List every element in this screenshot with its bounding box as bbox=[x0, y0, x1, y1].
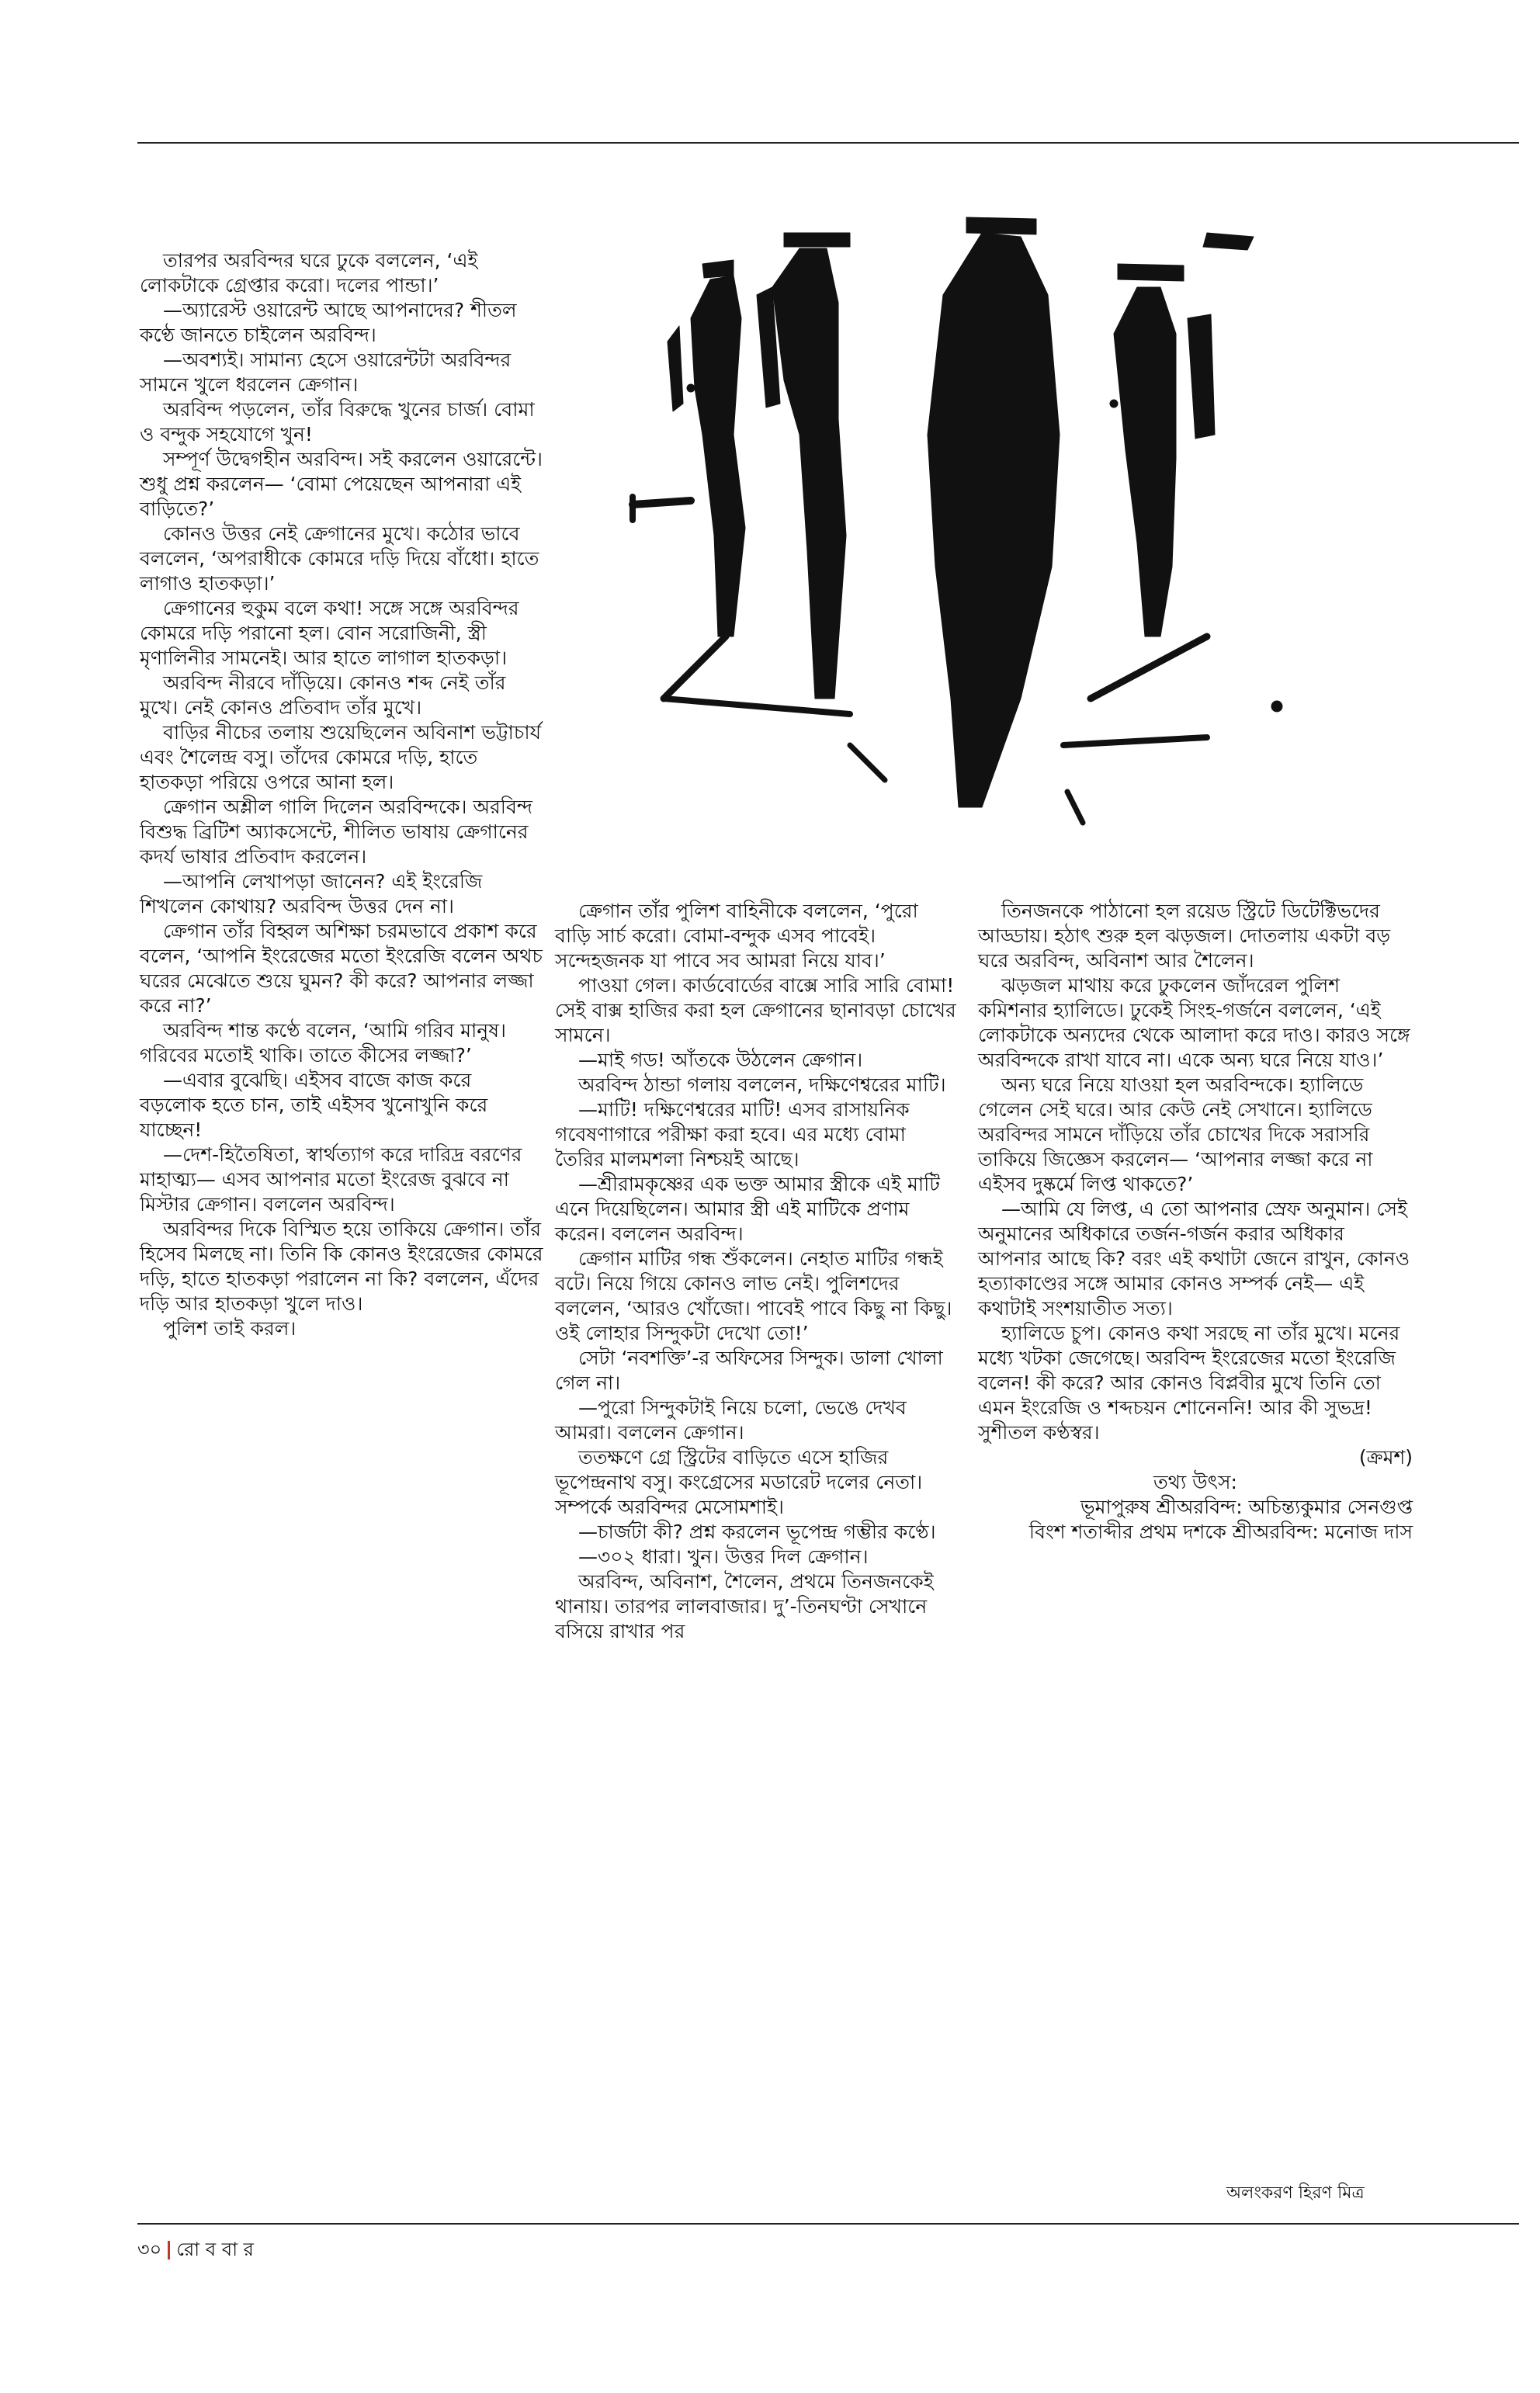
paragraph: ততক্ষণে গ্রে স্ট্রিটের বাড়িতে এসে হাজির ভূপেন্দ্রনাথ বসু। কংগ্রেসের মডারেট দলের নেতা। সম্পর্কে অরবিন্দর মেসোমশাই। bbox=[555, 1446, 923, 1518]
paragraph: অরবিন্দর দিকে বিস্মিত হয়ে তাকিয়ে ক্রেগান। তাঁর হিসেব মিলছে না। তিনি কি কোনও ইংরেজের কোমরে দড়ি, হাতে হাতকড়া পরালেন না কি? বললেন, এঁদের দড়ি আর হাতকড়া খুলে দাও। bbox=[140, 1218, 543, 1315]
paragraph: কোনও উত্তর নেই ক্রেগানের মুখে। কঠোর ভাবে বললেন, ‘অপরাধীকে কোমরে দড়ি দিয়ে বাঁধো। হাতে লাগাও হাতকড়া।’ bbox=[140, 522, 539, 595]
paragraph: —৩০২ ধারা। খুন। উত্তর দিল ক্রেগান। bbox=[578, 1545, 869, 1568]
paragraph: অরবিন্দ ঠান্ডা গলায় বললেন, দক্ষিণেশ্বরের মাটি। bbox=[578, 1073, 946, 1096]
paragraph: হ্যালিডে চুপ। কোনও কথা সরছে না তাঁর মুখে। মনের মধ্যে খটকা জেগেছে। অরবিন্দ ইংরেজের মতো ইংরেজি বলেন! কী করে? আর কোনও বিপ্লবীর মুখে তিনি তো এমন ইংরেজি ও শব্দচয়ন শোনেননি! আর কী সুভদ্র! সুশীতল কণ্ঠস্বর। bbox=[978, 1322, 1400, 1444]
article-column-2 bbox=[555, 899, 959, 1644]
paragraph: পুলিশ তাই করল। bbox=[163, 1317, 297, 1340]
magazine-name: রো ব বা র bbox=[176, 2239, 254, 2260]
continued-label: (ক্রমশ) bbox=[1358, 1446, 1413, 1469]
paragraph: অরবিন্দ পড়লেন, তাঁর বিরুদ্ধে খুনের চার্জ। বোমা ও বন্দুক সহযোগে খুন! bbox=[140, 398, 535, 446]
paragraph: —মাই গড! আঁতকে উঠলেন ক্রেগান। bbox=[578, 1049, 863, 1071]
paragraph: ক্রেগানের হুকুম বলে কথা! সঙ্গে সঙ্গে অরবিন্দর কোমরে দড়ি পরানো হল। বোন সরোজিনী, স্ত্রী মৃণালিনীর সামনেই। আর হাতে লাগাল হাতকড়া। bbox=[140, 597, 519, 669]
source-2: বিংশ শতাব্দীর প্রথম দশকে শ্রীঅরবিন্দ: মনোজ দাস bbox=[1028, 1521, 1413, 1543]
paragraph: ক্রেগান অশ্লীল গালি দিলেন অরবিন্দকে। অরবিন্দ বিশুদ্ধ ব্রিটিশ অ্যাকসেন্টে, শীলিত ভাষায় ক্রেগানের কদর্য ভাষার প্রতিবাদ করলেন। bbox=[140, 796, 532, 868]
paragraph: ক্রেগান তাঁর বিহ্বল অশিক্ষা চরমভাবে প্রকাশ করে বলেন, ‘আপনি ইংরেজের মতো ইংরেজি বলেন অথচ ঘরের মেঝেতে শুয়ে ঘুমন? কী করে? আপনার লজ্জা করে না?’ bbox=[140, 920, 543, 1017]
paragraph: —মাটি! দক্ষিণেশ্বরের মাটি! এসব রাসায়নিক গবেষণাগারে পরীক্ষা করা হবে। এর মধ্যে বোমা তৈরির মালমশলা নিশ্চয়ই আছে। bbox=[555, 1098, 910, 1170]
paragraph: অরবিন্দ নীরবে দাঁড়িয়ে। কোনও শব্দ নেই তাঁর মুখে। নেই কোনও প্রতিবাদ তাঁর মুখে। bbox=[140, 671, 506, 719]
paragraph: বাড়ির নীচের তলায় শুয়েছিলেন অবিনাশ ভট্টাচার্য এবং শৈলেন্দ্র বসু। তাঁদের কোমরে দড়ি, হাতে হাতকড়া পরিয়ে ওপরে আনা হল। bbox=[140, 721, 542, 793]
paragraph: —পুরো সিন্দুকটাই নিয়ে চলো, ভেঙে দেখব আমরা। বললেন ক্রেগান। bbox=[555, 1396, 907, 1444]
paragraph: —আপনি লেখাপড়া জানেন? এই ইংরেজি শিখলেন কোথায়? অরবিন্দ উত্তর দেন না। bbox=[140, 870, 483, 917]
paragraph: —চার্জটা কী? প্রশ্ন করলেন ভূপেন্দ্র গম্ভীর কণ্ঠে। bbox=[578, 1521, 936, 1543]
top-rule bbox=[137, 142, 1519, 144]
article-column-1 bbox=[140, 248, 543, 1341]
paragraph: —অবশ্যই। সামান্য হেসে ওয়ারেন্টটা অরবিন্দর সামনে খুলে ধরলেন ক্রেগান। bbox=[140, 349, 512, 396]
paragraph: তারপর অরবিন্দর ঘরে ঢুকে বললেন, ‘এই লোকটাকে গ্রেপ্তার করো। দলের পান্ডা।’ bbox=[140, 249, 478, 297]
paragraph: —অ্যারেস্ট ওয়ারেন্ট আছে আপনাদের? শীতল কণ্ঠে জানতে চাইলেন অরবিন্দ। bbox=[140, 299, 517, 346]
bottom-rule bbox=[137, 2223, 1519, 2225]
paragraph: সম্পূর্ণ উদ্বেগহীন অরবিন্দ। সই করলেন ওয়ারেন্টে। শুধু প্রশ্ন করলেন— ‘বোমা পেয়েছেন আপনারা এই বাড়িতে?’ bbox=[140, 448, 543, 520]
paragraph: —এবার বুঝেছি। এইসব বাজে কাজ করে বড়লোক হতে চান, তাই এইসব খুনোখুনি করে যাচ্ছেন! bbox=[140, 1069, 488, 1141]
paragraph: অরবিন্দ শান্ত কণ্ঠে বলেন, ‘আমি গরিব মানুষ। গরিবের মতোই থাকি। তাতে কীসের লজ্জা?’ bbox=[140, 1019, 506, 1066]
source-1: ভূমাপুরুষ শ্রীঅরবিন্দ: অচিন্ত্যকুমার সেনগুপ্ত bbox=[1080, 1496, 1413, 1518]
paragraph: —আমি যে লিপ্ত, এ তো আপনার স্রেফ অনুমান। সেই অনুমানের অধিকারে তর্জন-গর্জন করার অধিকার আপনার আছে কি? বরং এই কথাটা জেনে রাখুন, কোনও হত্যাকাণ্ডের সঙ্গে আমার কোনও সম্পর্ক নেই— এই কথাটাই সংশয়াতীত সত্য। bbox=[978, 1198, 1410, 1320]
page-footer bbox=[137, 2235, 254, 2266]
article-column-3 bbox=[978, 899, 1413, 1545]
footer-separator bbox=[168, 2241, 170, 2259]
paragraph: ক্রেগান মাটির গন্ধ শুঁকলেন। নেহাত মাটির গন্ধই বটে। নিয়ে গিয়ে কোনও লাভ নেই। পুলিশদের বললেন, ‘আরও খোঁজো। পাবেই পাবে কিছু না কিছু। ওই লোহার সিন্দুকটা দেখো তো!’ bbox=[555, 1247, 952, 1344]
paragraph: পাওয়া গেল। কার্ডবোর্ডের বাক্সে সারি সারি বোমা! সেই বাক্স হাজির করা হল ক্রেগানের ছানাবড়া চোখের সামনে। bbox=[555, 974, 956, 1046]
page-number: ৩০ bbox=[137, 2239, 162, 2260]
paragraph: ক্রেগান তাঁর পুলিশ বাহিনীকে বললেন, ‘পুরো বাড়ি সার্চ করো। বোমা-বন্দুক এসব পাবেই। সন্দেহজনক যা পাবে সব আমরা নিয়ে যাব।’ bbox=[555, 900, 918, 972]
paragraph: অরবিন্দ, অবিনাশ, শৈলেন, প্রথমে তিনজনকেই থানায়। তারপর লালবাজার। দু’-তিনঘণ্টা সেখানে বসিয়ে রাখার পর bbox=[555, 1570, 934, 1642]
paragraph: ঝড়জল মাথায় করে ঢুকলেন জাঁদরেল পুলিশ কমিশনার হ্যালিডে। ঢুকেই সিংহ-গর্জনে বললেন, ‘এই লোকটাকে অন্যদের থেকে আলাদা করে দাও। কারও সঙ্গে অরবিন্দকে রাখা যাবে না। একে অন্য ঘরে নিয়ে যাও।’ bbox=[978, 974, 1410, 1071]
paragraph: —শ্রীরামকৃষ্ণের এক ভক্ত আমার স্ত্রীকে এই মাটি এনে দিয়েছিলেন। আমার স্ত্রী এই মাটিকে প্রণাম করেন। বললেন অরবিন্দ। bbox=[555, 1173, 940, 1245]
paragraph: অন্য ঘরে নিয়ে যাওয়া হল অরবিন্দকে। হ্যালিডে গেলেন সেই ঘরে। আর কেউ নেই সেখানে। হ্যালিডে অরবিন্দর সামনে দাঁড়িয়ে তাঁর চোখের দিকে সরাসরি তাকিয়ে জিজ্ঞেস করলেন— ‘আপনার লজ্জা করে না এইসব দুষ্কর্মে লিপ্ত থাকতে?’ bbox=[978, 1073, 1373, 1195]
sources-label: তথ্য উৎস: bbox=[1153, 1471, 1237, 1493]
illustration-figures bbox=[617, 202, 1316, 854]
illustration-credit: অলংকরণ হিরণ মিত্র bbox=[1226, 2183, 1365, 2203]
paragraph: —দেশ-হিতৈষিতা, স্বার্থত্যাগ করে দারিদ্র বরণের মাহাত্ম্য— এসব আপনার মতো ইংরেজ বুঝবে না মিস্টার ক্রেগান। বললেন অরবিন্দ। bbox=[140, 1143, 522, 1216]
column-3-paragraphs bbox=[978, 899, 1413, 1445]
paragraph: তিনজনকে পাঠানো হল রয়েড স্ট্রিটে ডিটেক্টিভদের আড্ডায়। হঠাৎ শুরু হল ঝড়জল। দোতলায় একটা বড় ঘরে অরবিন্দ, অবিনাশ আর শৈলেন। bbox=[978, 900, 1391, 972]
paragraph: সেটা ‘নবশক্তি’-র অফিসের সিন্দুক। ডালা খোলা গেল না। bbox=[555, 1347, 943, 1394]
